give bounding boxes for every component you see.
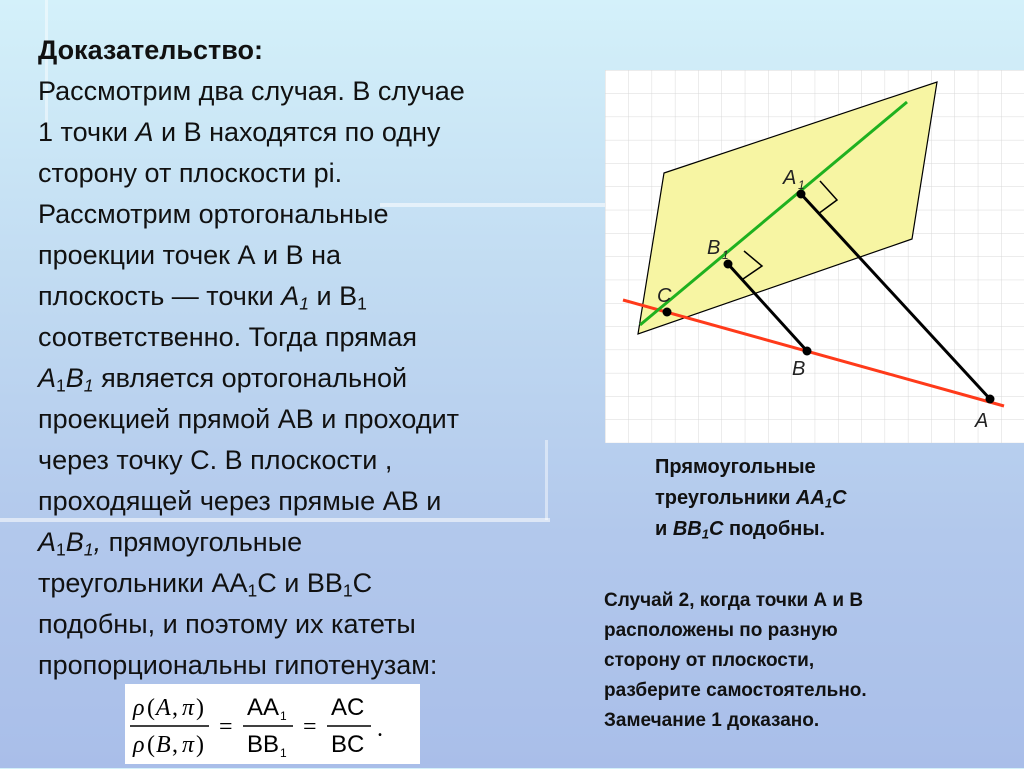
formula-comma: , bbox=[172, 732, 178, 758]
subscript: 1 bbox=[56, 539, 66, 560]
diagram-svg bbox=[605, 70, 1024, 443]
note-line: Замечание 1 доказано. bbox=[604, 710, 820, 731]
label-a1: A bbox=[783, 167, 797, 189]
label-b1-sub: 1 bbox=[722, 248, 729, 262]
text-run: подобны. bbox=[723, 518, 826, 540]
text-run: сторону от плоскости pi. bbox=[38, 158, 343, 188]
text-run: АА bbox=[796, 487, 825, 509]
formula-comma: , bbox=[172, 695, 178, 721]
formula-sub: 1 bbox=[280, 709, 287, 723]
text-run: и В bbox=[309, 281, 358, 311]
case-two-note bbox=[604, 586, 1014, 736]
label-a: A bbox=[975, 410, 989, 432]
text-run: пропорциональны гипотенузам: bbox=[38, 650, 438, 680]
proof-line bbox=[38, 317, 598, 358]
formula-pi: π bbox=[182, 732, 195, 758]
formula-b: B bbox=[156, 732, 171, 758]
text-run: ВВ bbox=[672, 518, 702, 540]
formula-rho: ρ bbox=[133, 732, 145, 758]
text-run: треугольники bbox=[655, 487, 797, 509]
point-c bbox=[663, 308, 672, 317]
text-run: С bbox=[708, 518, 724, 540]
text-run: соответственно. Тогда прямая bbox=[38, 322, 418, 352]
point-label: A bbox=[135, 117, 154, 147]
formula-rho: ρ bbox=[133, 695, 145, 721]
proof-line bbox=[38, 276, 598, 317]
formula-svg bbox=[125, 684, 420, 764]
diagram-caption bbox=[655, 452, 1015, 545]
proportion-formula bbox=[125, 684, 420, 764]
text-run: С bbox=[352, 568, 373, 598]
geometry-diagram bbox=[605, 70, 1024, 443]
point-label: B bbox=[65, 527, 84, 557]
proof-title: Доказательство: bbox=[38, 35, 263, 65]
subscript: 1 bbox=[342, 580, 353, 601]
point-a bbox=[986, 395, 995, 404]
proof-line bbox=[38, 522, 598, 563]
text-run: треугольники АА bbox=[38, 568, 248, 598]
proof-line bbox=[38, 604, 598, 645]
formula-bc: BC bbox=[331, 731, 365, 758]
proof-line bbox=[38, 112, 598, 153]
note-line: Случай 2, когда точки А и В bbox=[604, 590, 864, 611]
formula-sub: 1 bbox=[280, 746, 287, 760]
subscript: 1 bbox=[83, 375, 94, 396]
proof-line bbox=[38, 194, 598, 235]
subscript: 1 bbox=[83, 539, 94, 560]
subscript: 1 bbox=[824, 495, 833, 511]
label-a1-sub: 1 bbox=[798, 178, 805, 192]
subscript: 1 bbox=[357, 293, 367, 314]
formula-pi: π bbox=[182, 695, 195, 721]
formula-lpar: ( bbox=[147, 732, 155, 758]
proof-line bbox=[38, 235, 598, 276]
proof-line bbox=[38, 563, 598, 604]
proof-line bbox=[38, 153, 598, 194]
text-run: С и ВВ bbox=[257, 568, 343, 598]
formula-ac: AC bbox=[331, 694, 365, 721]
text-run: проходящей через прямые АВ и bbox=[38, 486, 442, 516]
label-c: C bbox=[657, 285, 672, 307]
formula-rpar: ) bbox=[196, 732, 204, 758]
point-label: A bbox=[38, 363, 57, 393]
text-run: 1 точки bbox=[38, 117, 136, 147]
caption-line bbox=[655, 452, 1015, 483]
point-label: A bbox=[38, 527, 57, 557]
point-label: B bbox=[65, 363, 84, 393]
text-run: является ортогональной bbox=[93, 363, 408, 393]
proof-line bbox=[38, 645, 598, 686]
subscript: 1 bbox=[247, 580, 258, 601]
formula-aa: AA bbox=[247, 694, 280, 721]
text-run: подобны, и поэтому их катеты bbox=[38, 609, 416, 639]
text-run: С bbox=[832, 487, 847, 509]
note-line: сторону от плоскости, bbox=[604, 650, 815, 671]
formula-equals: = bbox=[303, 714, 317, 740]
formula-lpar: ( bbox=[147, 695, 155, 721]
note-line: разберите самостоятельно. bbox=[604, 680, 867, 701]
text-run: Прямоугольные bbox=[655, 456, 816, 478]
formula-rpar: ) bbox=[196, 695, 204, 721]
proof-line bbox=[38, 481, 598, 522]
point-b bbox=[803, 347, 812, 356]
point-label: A bbox=[281, 281, 300, 311]
caption-line bbox=[655, 514, 1015, 545]
text-run: через точку С. В плоскости , bbox=[38, 445, 393, 475]
text-run: плоскость — точки bbox=[38, 281, 282, 311]
text-run: и В находятся по одну bbox=[153, 117, 441, 147]
subscript: 1 bbox=[299, 293, 309, 314]
formula-bb: BB bbox=[247, 731, 280, 758]
proof-line bbox=[38, 358, 598, 399]
proof-line bbox=[38, 399, 598, 440]
proof-line bbox=[38, 71, 598, 112]
text-run: и bbox=[655, 518, 673, 540]
subscript: 1 bbox=[56, 375, 66, 396]
caption-line bbox=[655, 483, 1015, 514]
proof-text bbox=[38, 30, 598, 686]
formula-period: . bbox=[377, 716, 383, 742]
formula-equals: = bbox=[219, 714, 233, 740]
label-b: B bbox=[792, 358, 806, 380]
text-run: проекцией прямой АВ и проходит bbox=[38, 404, 460, 434]
formula-a: A bbox=[156, 695, 171, 721]
text-run: , bbox=[93, 527, 102, 557]
text-run: Рассмотрим два случая. В случае bbox=[38, 76, 465, 106]
text-run: проекции точек А и В на bbox=[38, 240, 342, 270]
text-run: прямоугольные bbox=[101, 527, 303, 557]
note-line: расположены по разную bbox=[604, 620, 838, 641]
label-b1: B bbox=[707, 237, 721, 259]
subscript: 1 bbox=[701, 526, 709, 542]
text-run: Рассмотрим ортогональные bbox=[38, 199, 389, 229]
proof-line bbox=[38, 440, 598, 481]
